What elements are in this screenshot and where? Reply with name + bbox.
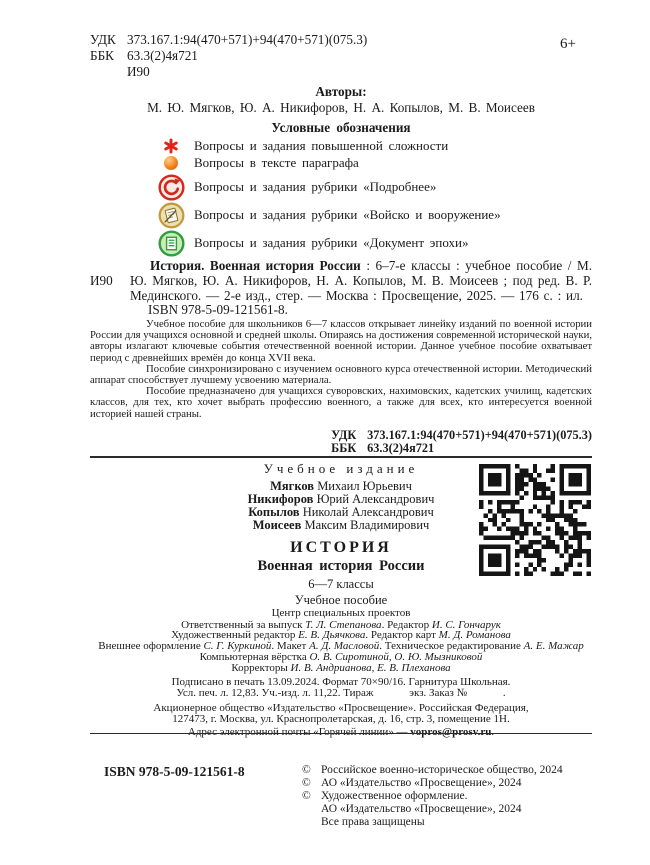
divider-rule-top <box>90 456 592 458</box>
copyright-row <box>302 803 592 816</box>
hotline-text: Адрес электронной почты «Горячей линии» — <box>187 726 411 739</box>
isbn: ISBN 978-5-09-121561-8 <box>104 764 245 779</box>
print-info-line: Усл. печ. л. 12,83. Уч.-изд. л. 11,22. Тираж экз. Заказ № . <box>176 687 506 700</box>
index-spacer <box>90 64 127 80</box>
authors-heading: Авторы: <box>315 84 367 99</box>
legend-heading: Условные обозначения <box>271 120 411 135</box>
author-given-name: Николай Александрович <box>299 505 434 519</box>
udk-row <box>90 32 592 48</box>
qr-code-image <box>479 464 591 576</box>
copyright-mark <box>302 816 321 829</box>
credit-person-name: С. Г. Куркиной <box>203 640 272 653</box>
annotation-paragraph: Учебное пособие для школьников 6—7 классов открывает линейку изданий по военной истории России для учащихся основной и средней школы. Опираясь на достижения современной исторической науки, авторы излагают ключевые события отечественной военной истории. Данное учебное пособие охватывает период с древнейших времён до конца XVII века. <box>90 318 592 364</box>
catalog-description <box>130 258 592 303</box>
credit-person-name: Т. Л. Степанова <box>305 618 382 631</box>
legend-item <box>154 154 592 172</box>
copyright-row <box>302 790 592 803</box>
copyright-mark: © <box>302 777 311 789</box>
credit-role-text: Корректоры <box>231 661 291 674</box>
annotation-bbk-label: ББК <box>331 440 357 455</box>
catalog-entry <box>90 258 592 317</box>
asterisk-icon <box>154 138 188 154</box>
credit-role-text: Компьютерная вёрстка <box>199 650 310 663</box>
author-given-name: Юрий Александрович <box>313 492 435 506</box>
index-row <box>90 64 592 80</box>
publisher-line: Акционерное общество «Издательство «Просвещение». Российская Федерация, <box>153 702 529 715</box>
credit-role-text: Художественный редактор <box>171 629 299 642</box>
credit-person-name: О. В. Сиротиной, О. Ю. Мызниковой <box>309 650 483 663</box>
center-name: Центр специальных проектов <box>271 607 411 619</box>
credit-person-name: М. Д. Романова <box>438 629 511 642</box>
grades: 6—7 классы <box>308 577 374 591</box>
hotline-text: . <box>491 726 495 739</box>
credit-role-text: Ответственный за выпуск <box>181 618 306 631</box>
legend-item-label: Вопросы и задания рубрики «Документ эпохи» <box>194 235 469 250</box>
legend-item-label: Вопросы и задания повышенной сложности <box>194 138 449 153</box>
copyright-text: АО «Издательство «Просвещение», 2024 <box>321 777 522 789</box>
document-epoch-icon <box>154 230 188 257</box>
series-title: ИСТОРИЯ <box>290 539 392 556</box>
edition-kind: Учебное пособие <box>294 593 388 607</box>
question-dot-icon <box>154 156 188 170</box>
publisher-line: 127473, г. Москва, ул. Краснопролетарская, д. 16, стр. 3, помещение 1Н. <box>172 712 510 725</box>
hotline-email: vopros@prosv.ru <box>410 726 492 739</box>
legend-item-label: Вопросы и задания рубрики «Подробнее» <box>194 179 437 194</box>
divider-rule-bottom <box>90 733 592 734</box>
copyright-block <box>302 764 592 829</box>
catalog-isbn: ISBN 978-5-09-121561-8. <box>148 302 288 317</box>
legend-item <box>154 138 592 154</box>
legend-list <box>90 138 592 256</box>
legend-item-label: Вопросы в тексте параграфа <box>194 155 359 170</box>
udk-label: УДК <box>90 32 116 47</box>
credits-list <box>76 620 606 674</box>
annotation-udk-label: УДК <box>331 428 357 442</box>
edition-type: Учебное издание <box>263 461 419 476</box>
credit-person-name: Е. В. Дьячкова <box>298 629 366 642</box>
udk-value: 373.167.1:94(470+571)+94(470+571)(075.3) <box>127 32 368 47</box>
credit-role-text: . Редактор карт <box>365 629 439 642</box>
credit-person-name: А. Е. Мажар <box>523 640 584 653</box>
copyright-mark: © <box>302 790 311 802</box>
copyright-text: Российское военно-историческое общество, 2024 <box>321 764 563 776</box>
catalog-details: : 6–7-е классы : учебное пособие / М. Ю. Мягков, Ю. А. Никифоров, Н. А. Копылов, М. В. Моисеев ; под ред. В. Р. Мединского. — 2-е изд., стер. — Москва : Просвещение, 2025. — 176 с. : ил. <box>130 258 592 303</box>
bottom-row <box>90 764 592 829</box>
annotation-bbk-row <box>331 442 592 455</box>
authors-names: М. Ю. Мягков, Ю. А. Никифоров, Н. А. Копылов, М. В. Моисеев <box>147 100 535 115</box>
annotation-paragraph: Пособие синхронизировано с изучением основного курса отечественной истории. Методический аппарат способствует лучшему усвоению материала. <box>90 362 592 387</box>
legend-item <box>154 230 592 256</box>
author-surname: Моисеев <box>252 518 302 532</box>
author-surname: Копылов <box>248 505 300 519</box>
print-info <box>90 677 592 699</box>
legend-item <box>154 174 592 200</box>
podrobnee-arrow-icon <box>154 174 188 201</box>
index-value: И90 <box>127 64 150 79</box>
bbk-value: 63.3(2)4я721 <box>127 48 198 63</box>
credit-line <box>76 663 606 674</box>
copyright-row <box>302 777 592 790</box>
copyright-row <box>302 764 592 777</box>
legend-item-label: Вопросы и задания рубрики «Войско и вооружение» <box>194 207 501 222</box>
catalog-title: История. Военная история России <box>150 258 361 273</box>
author-given-name: Максим Владимирович <box>301 518 430 532</box>
credit-person-name: А. Д. Масловой <box>309 640 380 653</box>
voisko-scroll-icon <box>154 202 188 229</box>
bbk-row <box>90 48 592 64</box>
credit-person-name: И. В. Андрианова, Е. В. Плеханова <box>290 661 451 674</box>
legend-item <box>154 202 592 228</box>
copyright-text: АО «Издательство «Просвещение», 2024 <box>321 803 522 815</box>
credit-role-text: . Техническое редактирование <box>379 640 524 653</box>
annotation-paragraph: Пособие предназначено для учащихся суворовских, нахимовских, кадетских училищ, кадетских классов, для тех, кто хочет выбрать профессию военного, а также для всех, кто интересуется военной историей нашей страны. <box>90 385 592 420</box>
annotation-codes <box>331 429 592 454</box>
classification-codes <box>90 32 592 80</box>
age-rating-badge: 6+ <box>560 36 576 52</box>
copyright-row <box>302 816 592 829</box>
series-subtitle: Военная история России <box>257 558 425 574</box>
author-surname: Никифоров <box>247 492 314 506</box>
annotation-udk-value: 373.167.1:94(470+571)+94(470+571)(075.3) <box>367 428 592 442</box>
author-surname: Мягков <box>270 479 315 493</box>
annotation-bbk-value: 63.3(2)4я721 <box>367 440 435 455</box>
copyright-mark <box>302 803 321 816</box>
annotation <box>90 319 592 420</box>
author-given-name: Михаил Юрьевич <box>314 479 412 493</box>
print-info-line: Подписано в печать 13.09.2024. Формат 70×90/16. Гарнитура Школьная. <box>171 676 511 689</box>
catalog-margin-code: И90 <box>90 273 113 288</box>
credit-role-text: . Редактор <box>381 618 432 631</box>
copyright-text: Все права защищены <box>321 816 425 828</box>
credit-role-text: Внешнее оформление <box>98 640 204 653</box>
copyright-mark: © <box>302 764 311 776</box>
credit-person-name: И. С. Гончарук <box>431 618 501 631</box>
credit-role-text: . Макет <box>271 640 310 653</box>
bbk-label: ББК <box>90 48 114 63</box>
publisher-info <box>90 703 592 724</box>
copyright-text: Художественное оформление. <box>321 790 468 802</box>
annotation-udk-row <box>331 429 592 442</box>
qr-code <box>479 464 591 576</box>
